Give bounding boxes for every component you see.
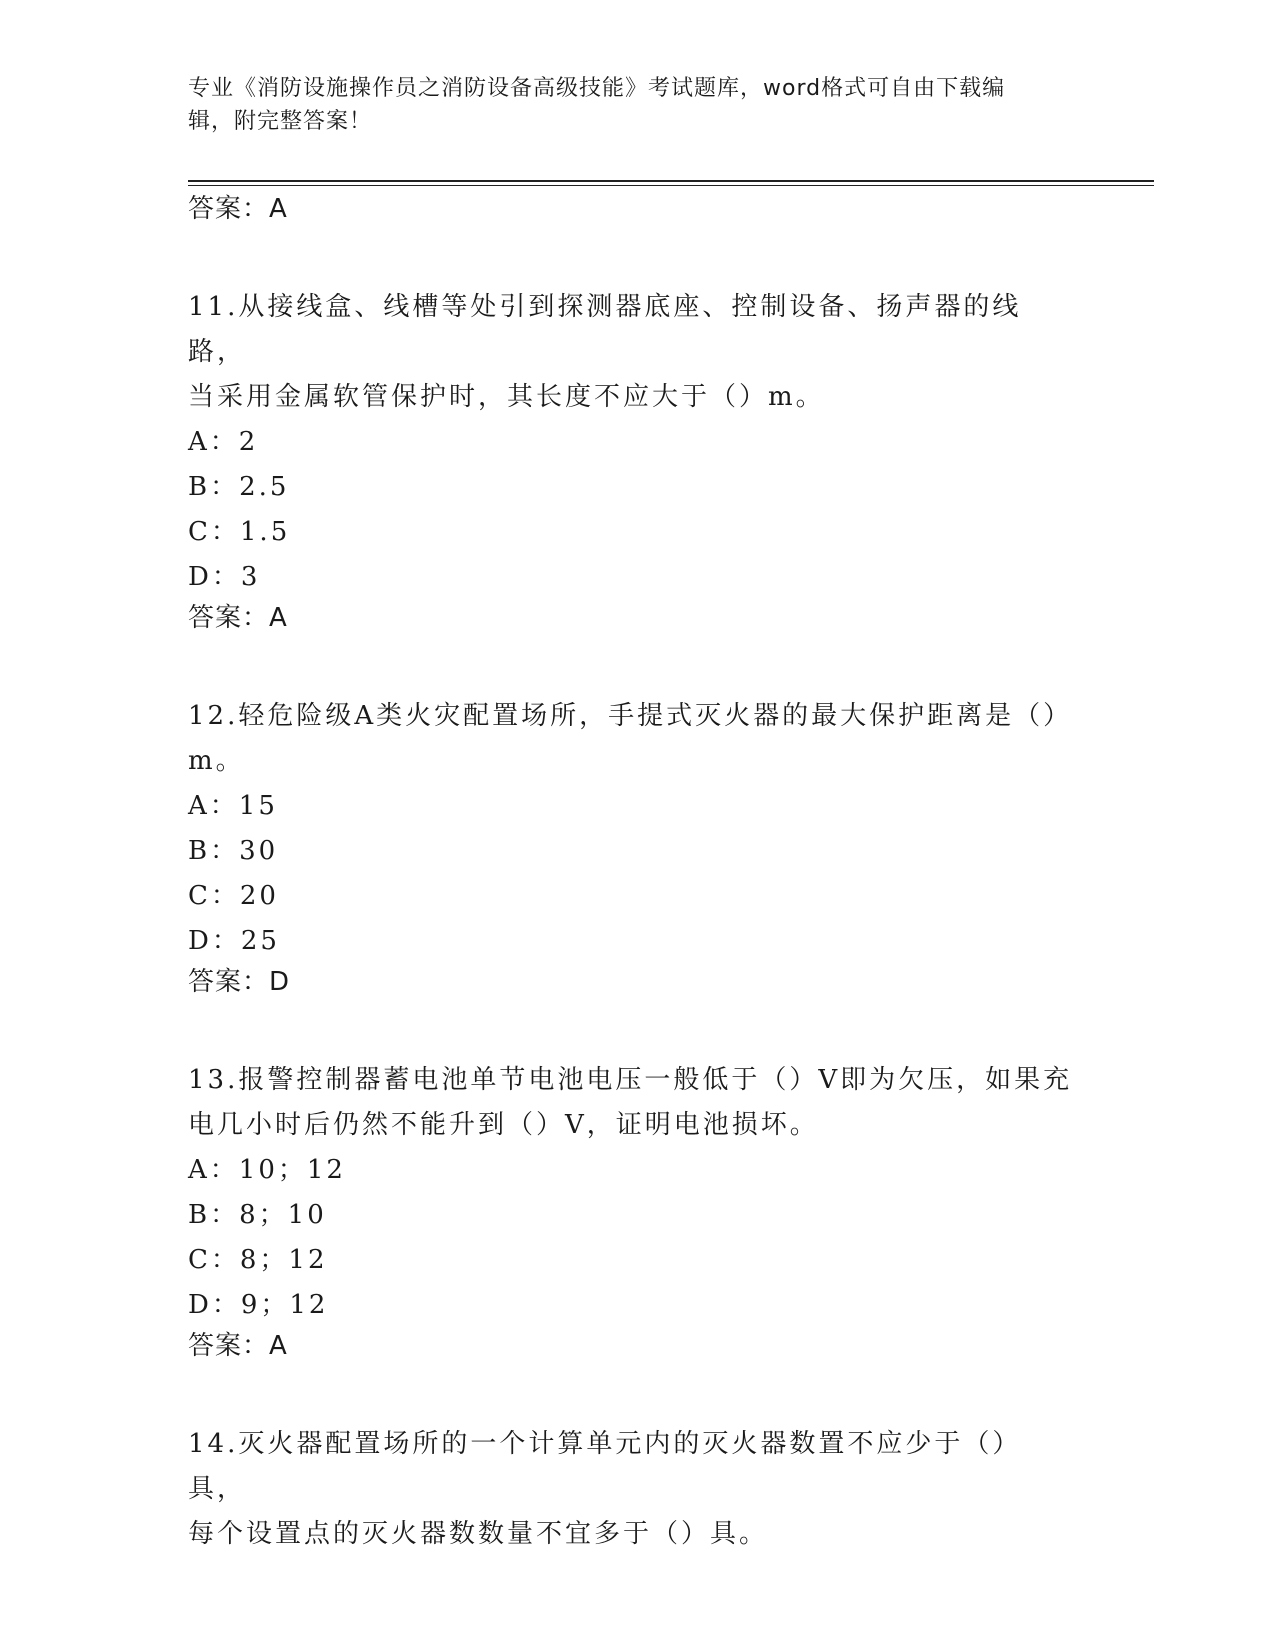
option-c: C：20: [188, 881, 279, 911]
option-c: C：1.5: [188, 517, 291, 547]
question-text-line: 13.报警控制器蓄电池单节电池电压一般低于（）V即为欠压，如果充: [188, 1065, 1073, 1095]
option-b: B：2.5: [188, 472, 290, 502]
question-12: [188, 694, 1078, 998]
answer-line: 答案：A: [188, 603, 288, 633]
option-c: C：8；12: [188, 1245, 328, 1275]
question-text-line: 每个设置点的灭火器数数量不宜多于（）具。: [188, 1519, 769, 1549]
option-a: A：10；12: [188, 1155, 346, 1185]
question-text-line: 11.从接线盒、线槽等处引到探测器底座、控制设备、扬声器的线路，: [188, 292, 1022, 367]
answer-line: 答案：A: [188, 194, 288, 224]
page-header: [188, 72, 1078, 138]
option-b: B：30: [188, 836, 279, 866]
question-text-line: 当采用金属软管保护时，其长度不应大于（）m。: [188, 382, 825, 412]
header-rule-thick: [188, 180, 1154, 182]
question-14: [188, 1422, 1078, 1557]
header-rule-thin: [188, 185, 1154, 186]
answer-line: 答案：A: [188, 1331, 288, 1361]
question-text-line: 14.灭火器配置场所的一个计算单元内的灭火器数置不应少于（）具，: [188, 1429, 1022, 1504]
option-a: A：15: [188, 791, 278, 821]
question-text-line: 12.轻危险级A类火灾配置场所，手提式灭火器的最大保护距离是（）: [188, 701, 1073, 731]
question-text-line: 电几小时后仍然不能升到（）V，证明电池损坏。: [188, 1110, 819, 1140]
option-d: D：9；12: [188, 1290, 329, 1320]
question-list: [188, 193, 1078, 1557]
header-line-1: 专业《消防设施操作员之消防设备高级技能》考试题库，word格式可自由下载编: [188, 76, 1006, 101]
question-text-line: m。: [188, 746, 245, 776]
question-11: [188, 285, 1078, 634]
header-line-2: 辑，附完整答案！: [188, 109, 373, 134]
option-a: A：2: [188, 427, 259, 457]
option-d: D：3: [188, 562, 261, 592]
question-13: [188, 1058, 1078, 1362]
answer-line: 答案：D: [188, 967, 291, 997]
option-d: D：25: [188, 926, 280, 956]
option-b: B：8；10: [188, 1200, 327, 1230]
